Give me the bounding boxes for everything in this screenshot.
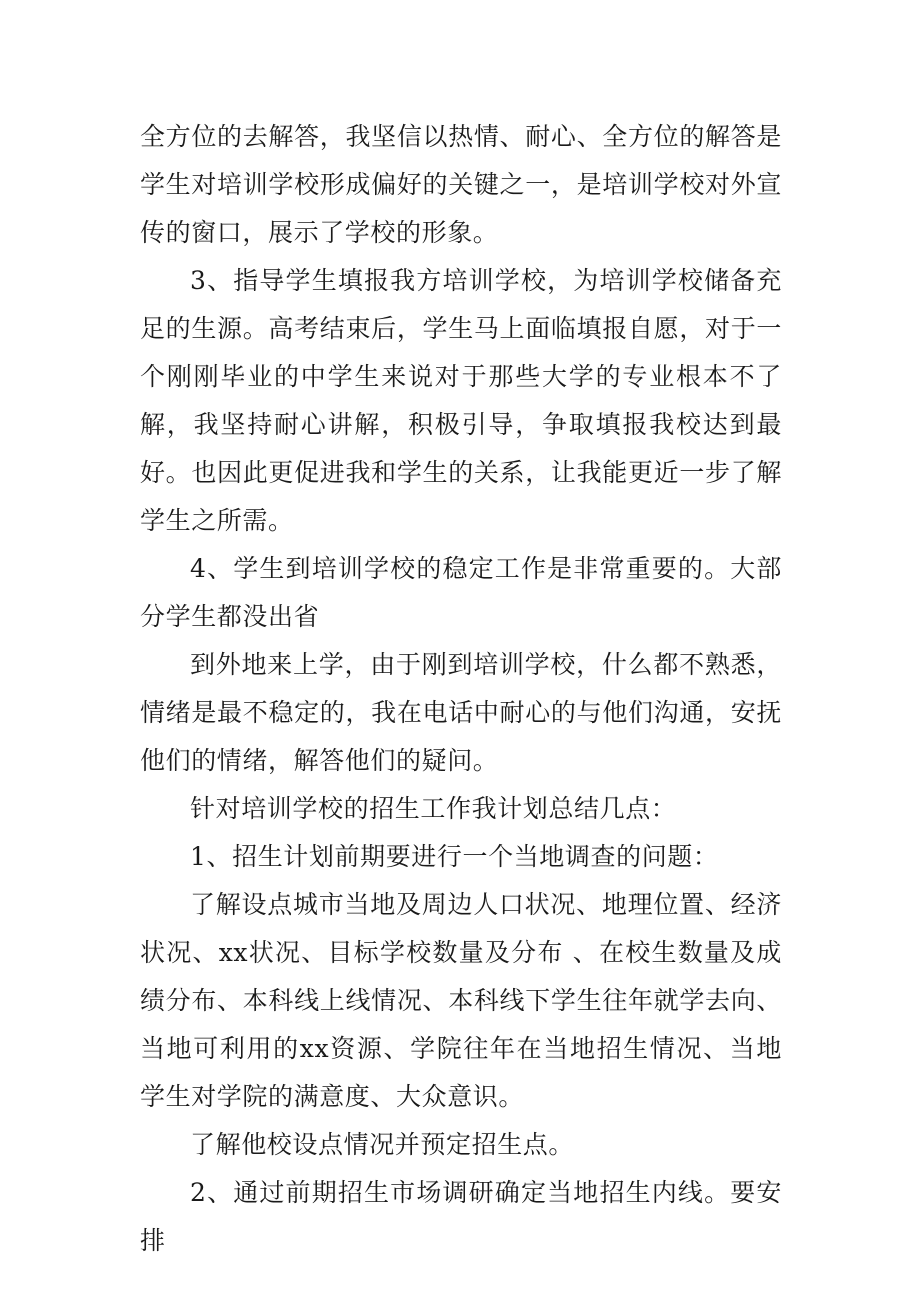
paragraph-5: 针对培训学校的招生工作我计划总结几点： xyxy=(190,794,677,823)
paragraph-2: 3、指导学生填报我方培训学校，为培训学校储备充足的生源。高考结束后，学生马上面临填报自愿，对于一个刚刚毕业的中学生来说对于那些大学的专业根本不了解，我坚持耐心讲解，积极引导，争取填报我校达到最好。也因此更促进我和学生的关系，让我能更近一步了解学生之所需。 xyxy=(140,266,782,535)
paragraph-3: 4、学生到培训学校的稳定工作是非常重要的。大部分学生都没出省 xyxy=(140,554,782,631)
document-body xyxy=(140,113,782,1265)
paragraph-4: 到外地来上学，由于刚到培训学校，什么都不熟悉，情绪是最不稳定的，我在电话中耐心的与他们沟通，安抚他们的情绪，解答他们的疑问。 xyxy=(140,650,782,775)
paragraph-1: 全方位的去解答，我坚信以热情、耐心、全方位的解答是学生对培训学校形成偏好的关键之一，是培训学校对外宣传的窗口，展示了学校的形象。 xyxy=(140,122,782,247)
paragraph-6: 1、招生计划前期要进行一个当地调查的问题： xyxy=(190,842,719,871)
paragraph-8: 了解他校设点情况并预定招生点。 xyxy=(190,1130,575,1159)
paragraph-9: 2、通过前期招生市场调研确定当地招生内线。要安排 xyxy=(140,1178,782,1255)
paragraph-7: 了解设点城市当地及周边人口状况、地理位置、经济状况、xx状况、目标学校数量及分布 、在校生数量及成绩分布、本科线上线情况、本科线下学生往年就学去向、当地可利用的xx资源、学院往年在当地招生情况、当地学生对学院的满意度、大众意识。 xyxy=(140,890,782,1111)
